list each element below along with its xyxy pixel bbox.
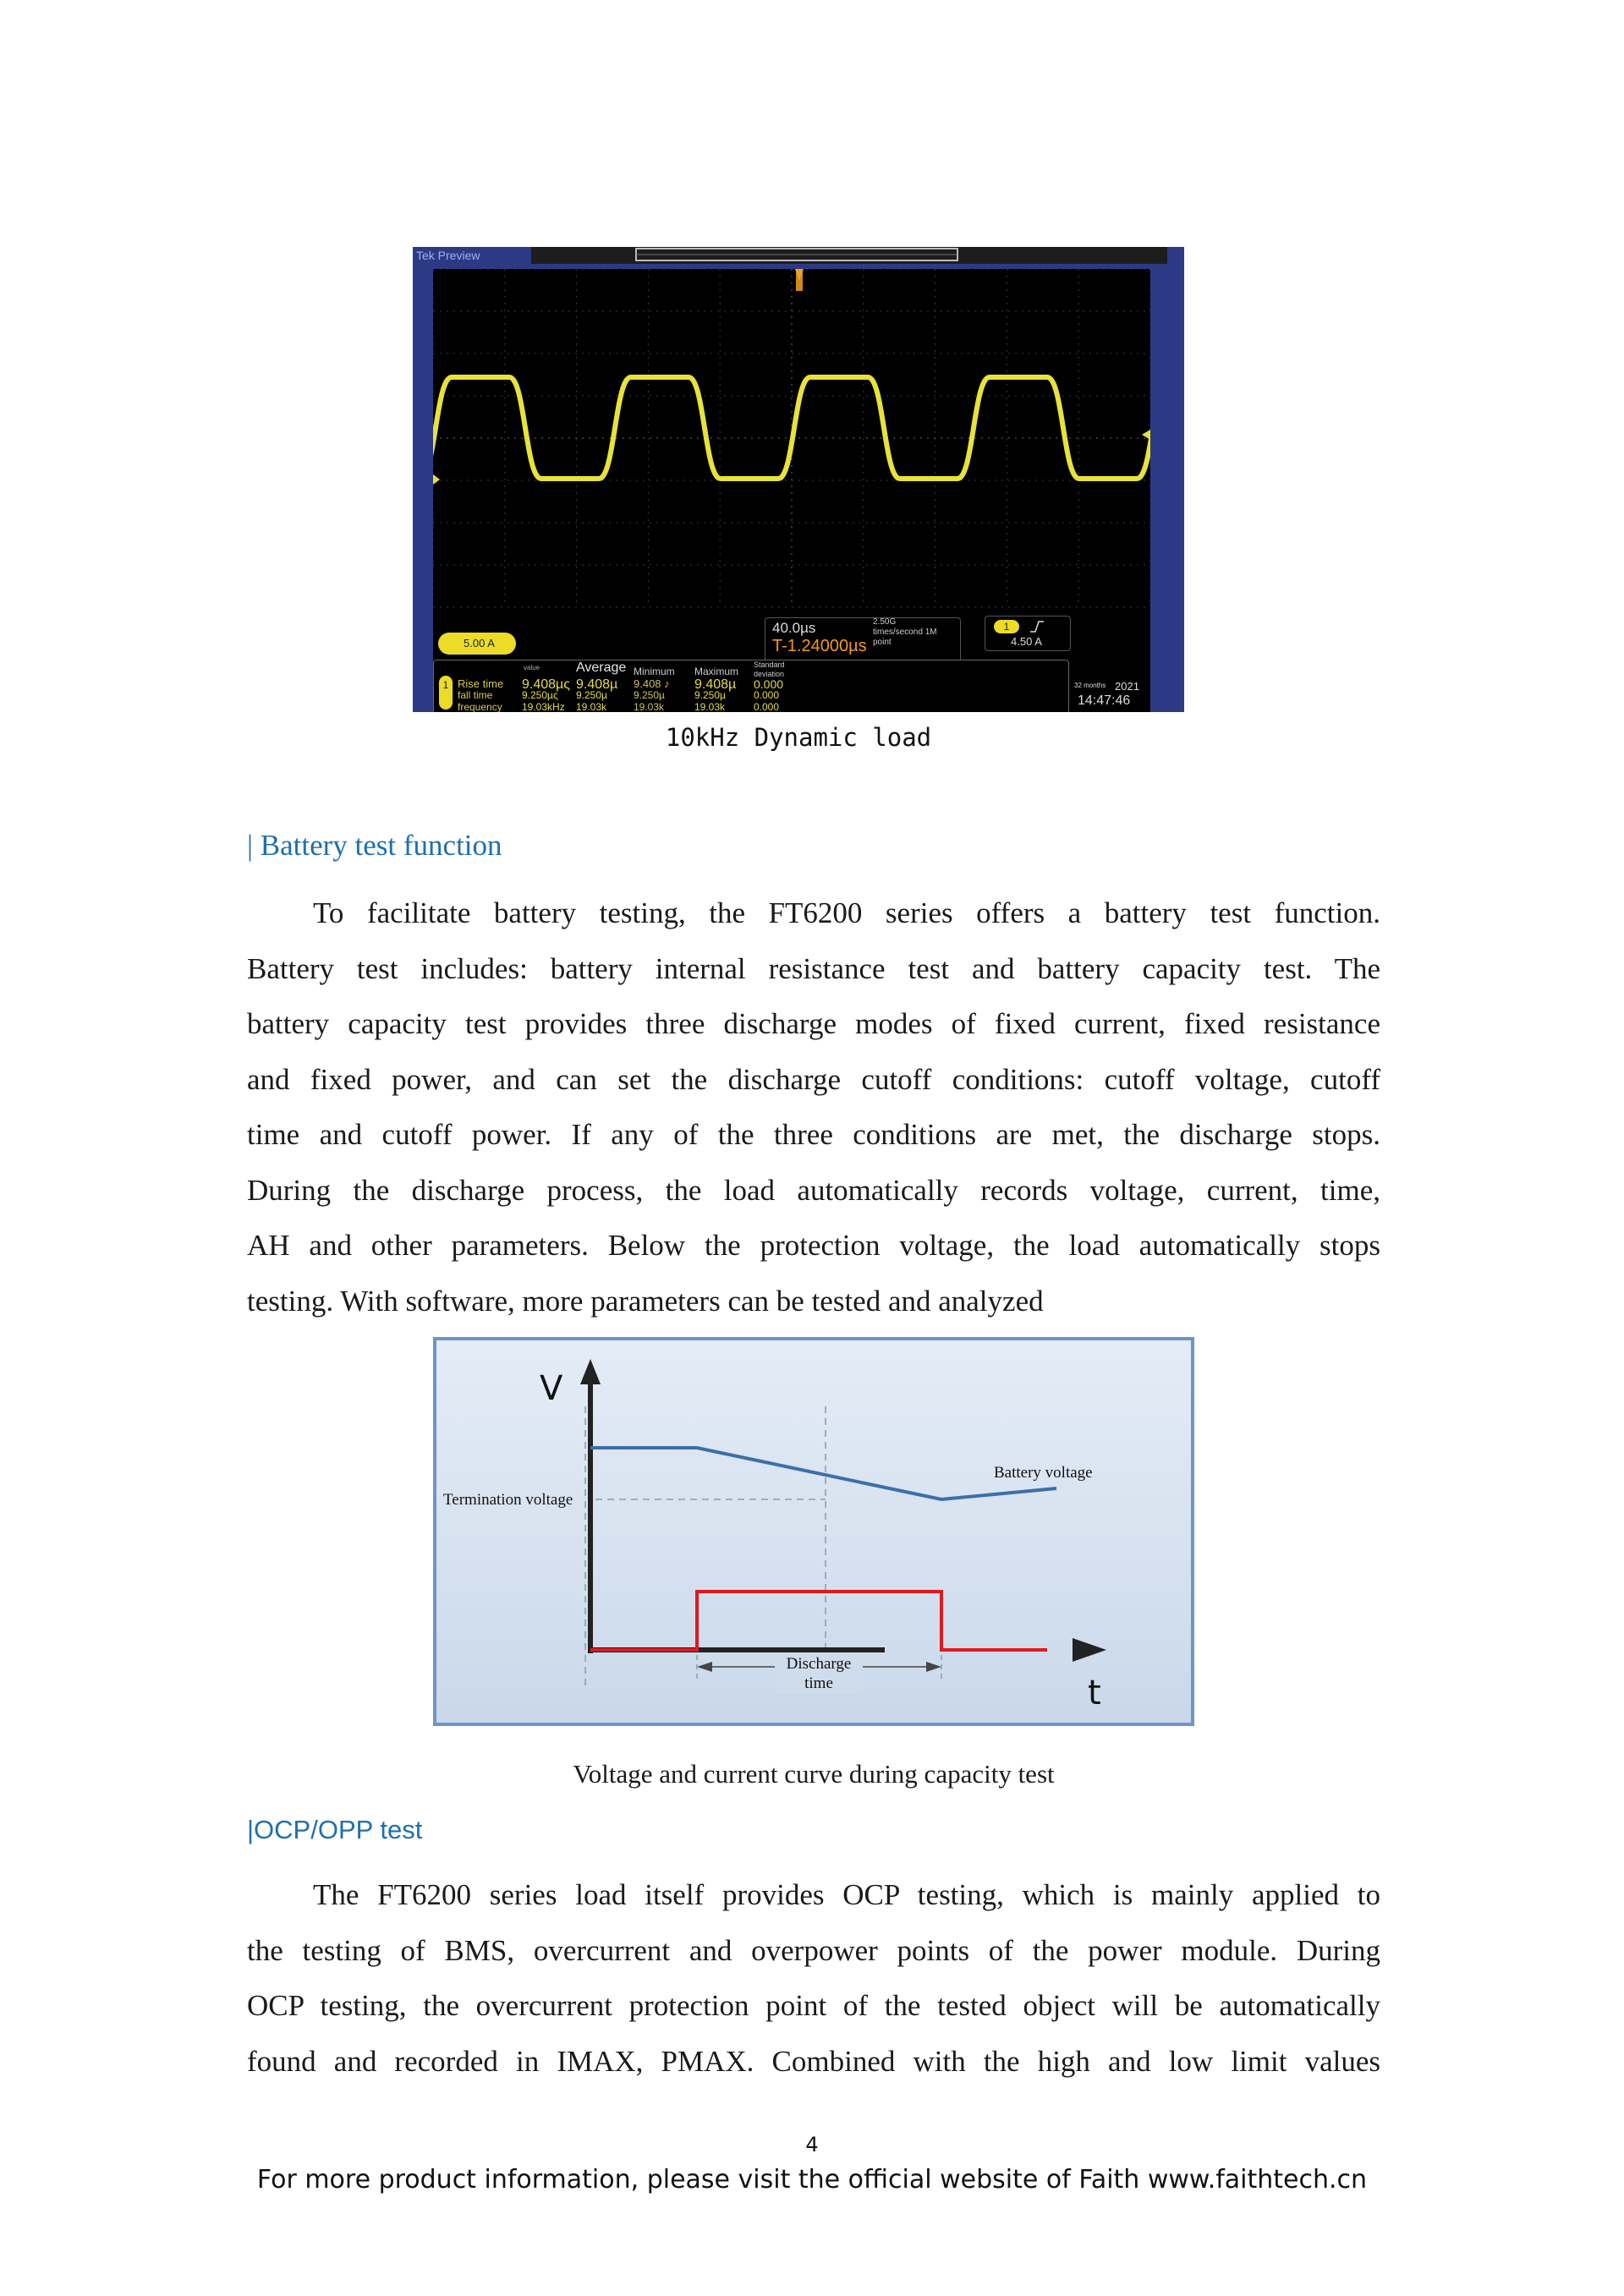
paragraph-line: the testing of BMS, overcurrent and overpower points of the power module. During: [247, 1933, 1380, 1967]
col-header-maximum: Maximum: [694, 666, 739, 677]
trigger-level-value: 4.50 A: [1011, 635, 1042, 648]
sample-rate-note-2: point: [873, 638, 892, 647]
measurement-average: 9.250µ: [576, 689, 607, 701]
x-axis-arrow: [1073, 1638, 1106, 1662]
measurement-stddev: 0.000: [754, 677, 784, 691]
ch1-scale-badge[interactable]: [438, 633, 516, 655]
paragraph-line: To facilitate battery testing, the FT6200 series offers a battery test function.: [313, 896, 1380, 929]
ch1-scale-label: 5.00 A: [464, 637, 495, 649]
diagram-caption: Voltage and current curve during capacity test: [573, 1759, 1055, 1789]
col-header-minimum: Minimum: [634, 666, 675, 677]
paragraph-line: testing. With software, more parameters can be tested and analyzed: [247, 1284, 1044, 1318]
measurement-stddev: 0.000: [754, 701, 780, 712]
scope-display: [433, 269, 1150, 712]
trigger-position-value: T-1.24000µs: [772, 637, 867, 655]
measurement-value: 9.408µς: [522, 677, 570, 692]
clock-time: 14:47:46: [1078, 693, 1131, 708]
measurement-minimum: 9.250µ: [634, 689, 665, 701]
sample-rate-note-1: times/second 1M: [873, 627, 937, 637]
paragraph-line: Battery test includes: battery internal resistance test and battery capacity test. The: [247, 951, 1380, 985]
measurement-minimum: 19.03k: [634, 701, 665, 712]
paragraph-line: OCP testing, the overcurrent protection point of the tested object will be automatically: [247, 1989, 1380, 2022]
trigger-level-marker: [1142, 430, 1150, 440]
measurement-maximum: 9.250µ: [694, 689, 726, 701]
battery-voltage-label: Battery voltage: [994, 1464, 1093, 1482]
measurement-channel-badge: 1: [439, 676, 453, 710]
measurement-average: 9.408µ: [576, 677, 618, 692]
ch1-ground-marker: [433, 474, 440, 485]
measurement-maximum: 19.03k: [694, 701, 726, 712]
measurement-stddev: 0.000: [754, 689, 780, 701]
date-year: 2021: [1115, 680, 1139, 693]
voltage-current-curve: [436, 1340, 1191, 1723]
discharge-label-1: Discharge: [786, 1655, 852, 1673]
col-header-value: value: [524, 664, 540, 671]
termination-voltage-label: Termination voltage: [443, 1491, 573, 1509]
y-axis-label: V: [540, 1369, 563, 1408]
battery-paragraph: [247, 885, 1380, 1329]
y-axis-arrow: [580, 1359, 601, 1384]
footer-note: For more product information, please visit the official website of Faith www.faithtech.cn: [256, 2165, 1368, 2195]
oscilloscope-screenshot: [413, 247, 1184, 712]
measurement-minimum: 9.408 ♪: [634, 677, 670, 690]
battery-voltage-curve: [590, 1448, 1056, 1499]
measurement-value: 19.03kHz: [522, 701, 565, 712]
ocp-paragraph: [247, 1867, 1380, 2089]
rising-edge-icon: [1029, 620, 1045, 633]
paragraph-line: battery capacity test provides three discharge modes of fixed current, fixed resistance: [247, 1007, 1380, 1040]
paragraph-line: The FT6200 series load itself provides OCP testing, which is mainly applied to: [313, 1878, 1380, 1911]
scope-caption: 10kHz Dynamic load: [665, 723, 932, 752]
discharge-arrow-left: [697, 1662, 712, 1672]
measurement-name: frequency: [458, 701, 502, 712]
capacity-test-diagram: [433, 1337, 1194, 1726]
paragraph-line: time and cutoff power. If any of the three conditions are met, the discharge stops.: [247, 1118, 1380, 1151]
current-curve: [590, 1592, 1047, 1650]
paragraph-line: During the discharge process, the load automatically records voltage, current, time,: [247, 1173, 1380, 1207]
x-axis-label: t: [1088, 1674, 1101, 1712]
measurement-name: Rise time: [458, 677, 504, 690]
measurement-name: fall time: [458, 689, 493, 701]
scope-window-label: Tek Preview: [416, 249, 480, 262]
date-note: 32 months: [1074, 682, 1106, 689]
paragraph-line: and fixed power, and can set the discharge cutoff conditions: cutoff voltage, cutoff: [247, 1062, 1380, 1096]
timebase-value: 40.0µs: [772, 620, 816, 636]
section-heading-ocp: |OCP/OPP test: [247, 1815, 423, 1844]
section-heading-battery: | Battery test function: [247, 829, 502, 862]
sample-rate-panel: [873, 617, 974, 663]
sample-rate-value: 2.50G: [873, 617, 897, 627]
measurement-maximum: 9.408µ: [694, 677, 737, 692]
trigger-time-marker: [796, 272, 803, 291]
paragraph-line: AH and other parameters. Below the protection voltage, the load automatically stops: [247, 1229, 1380, 1262]
paragraph-line: found and recorded in IMAX, PMAX. Combined with the high and low limit values: [247, 2044, 1380, 2078]
col-header-stddev-2: deviation: [754, 670, 785, 678]
measurement-table: [433, 660, 1069, 712]
measurement-value: 9.250µς: [522, 689, 558, 701]
trigger-panel[interactable]: [985, 616, 1071, 651]
page-number: 4: [805, 2133, 819, 2156]
col-header-average: Average: [576, 660, 627, 675]
discharge-arrow-right: [926, 1662, 941, 1672]
trigger-channel-badge: 1: [994, 620, 1019, 633]
col-header-stddev-1: Standard: [754, 660, 785, 669]
discharge-label-2: time: [804, 1674, 833, 1692]
measurement-average: 19.03k: [576, 701, 607, 712]
